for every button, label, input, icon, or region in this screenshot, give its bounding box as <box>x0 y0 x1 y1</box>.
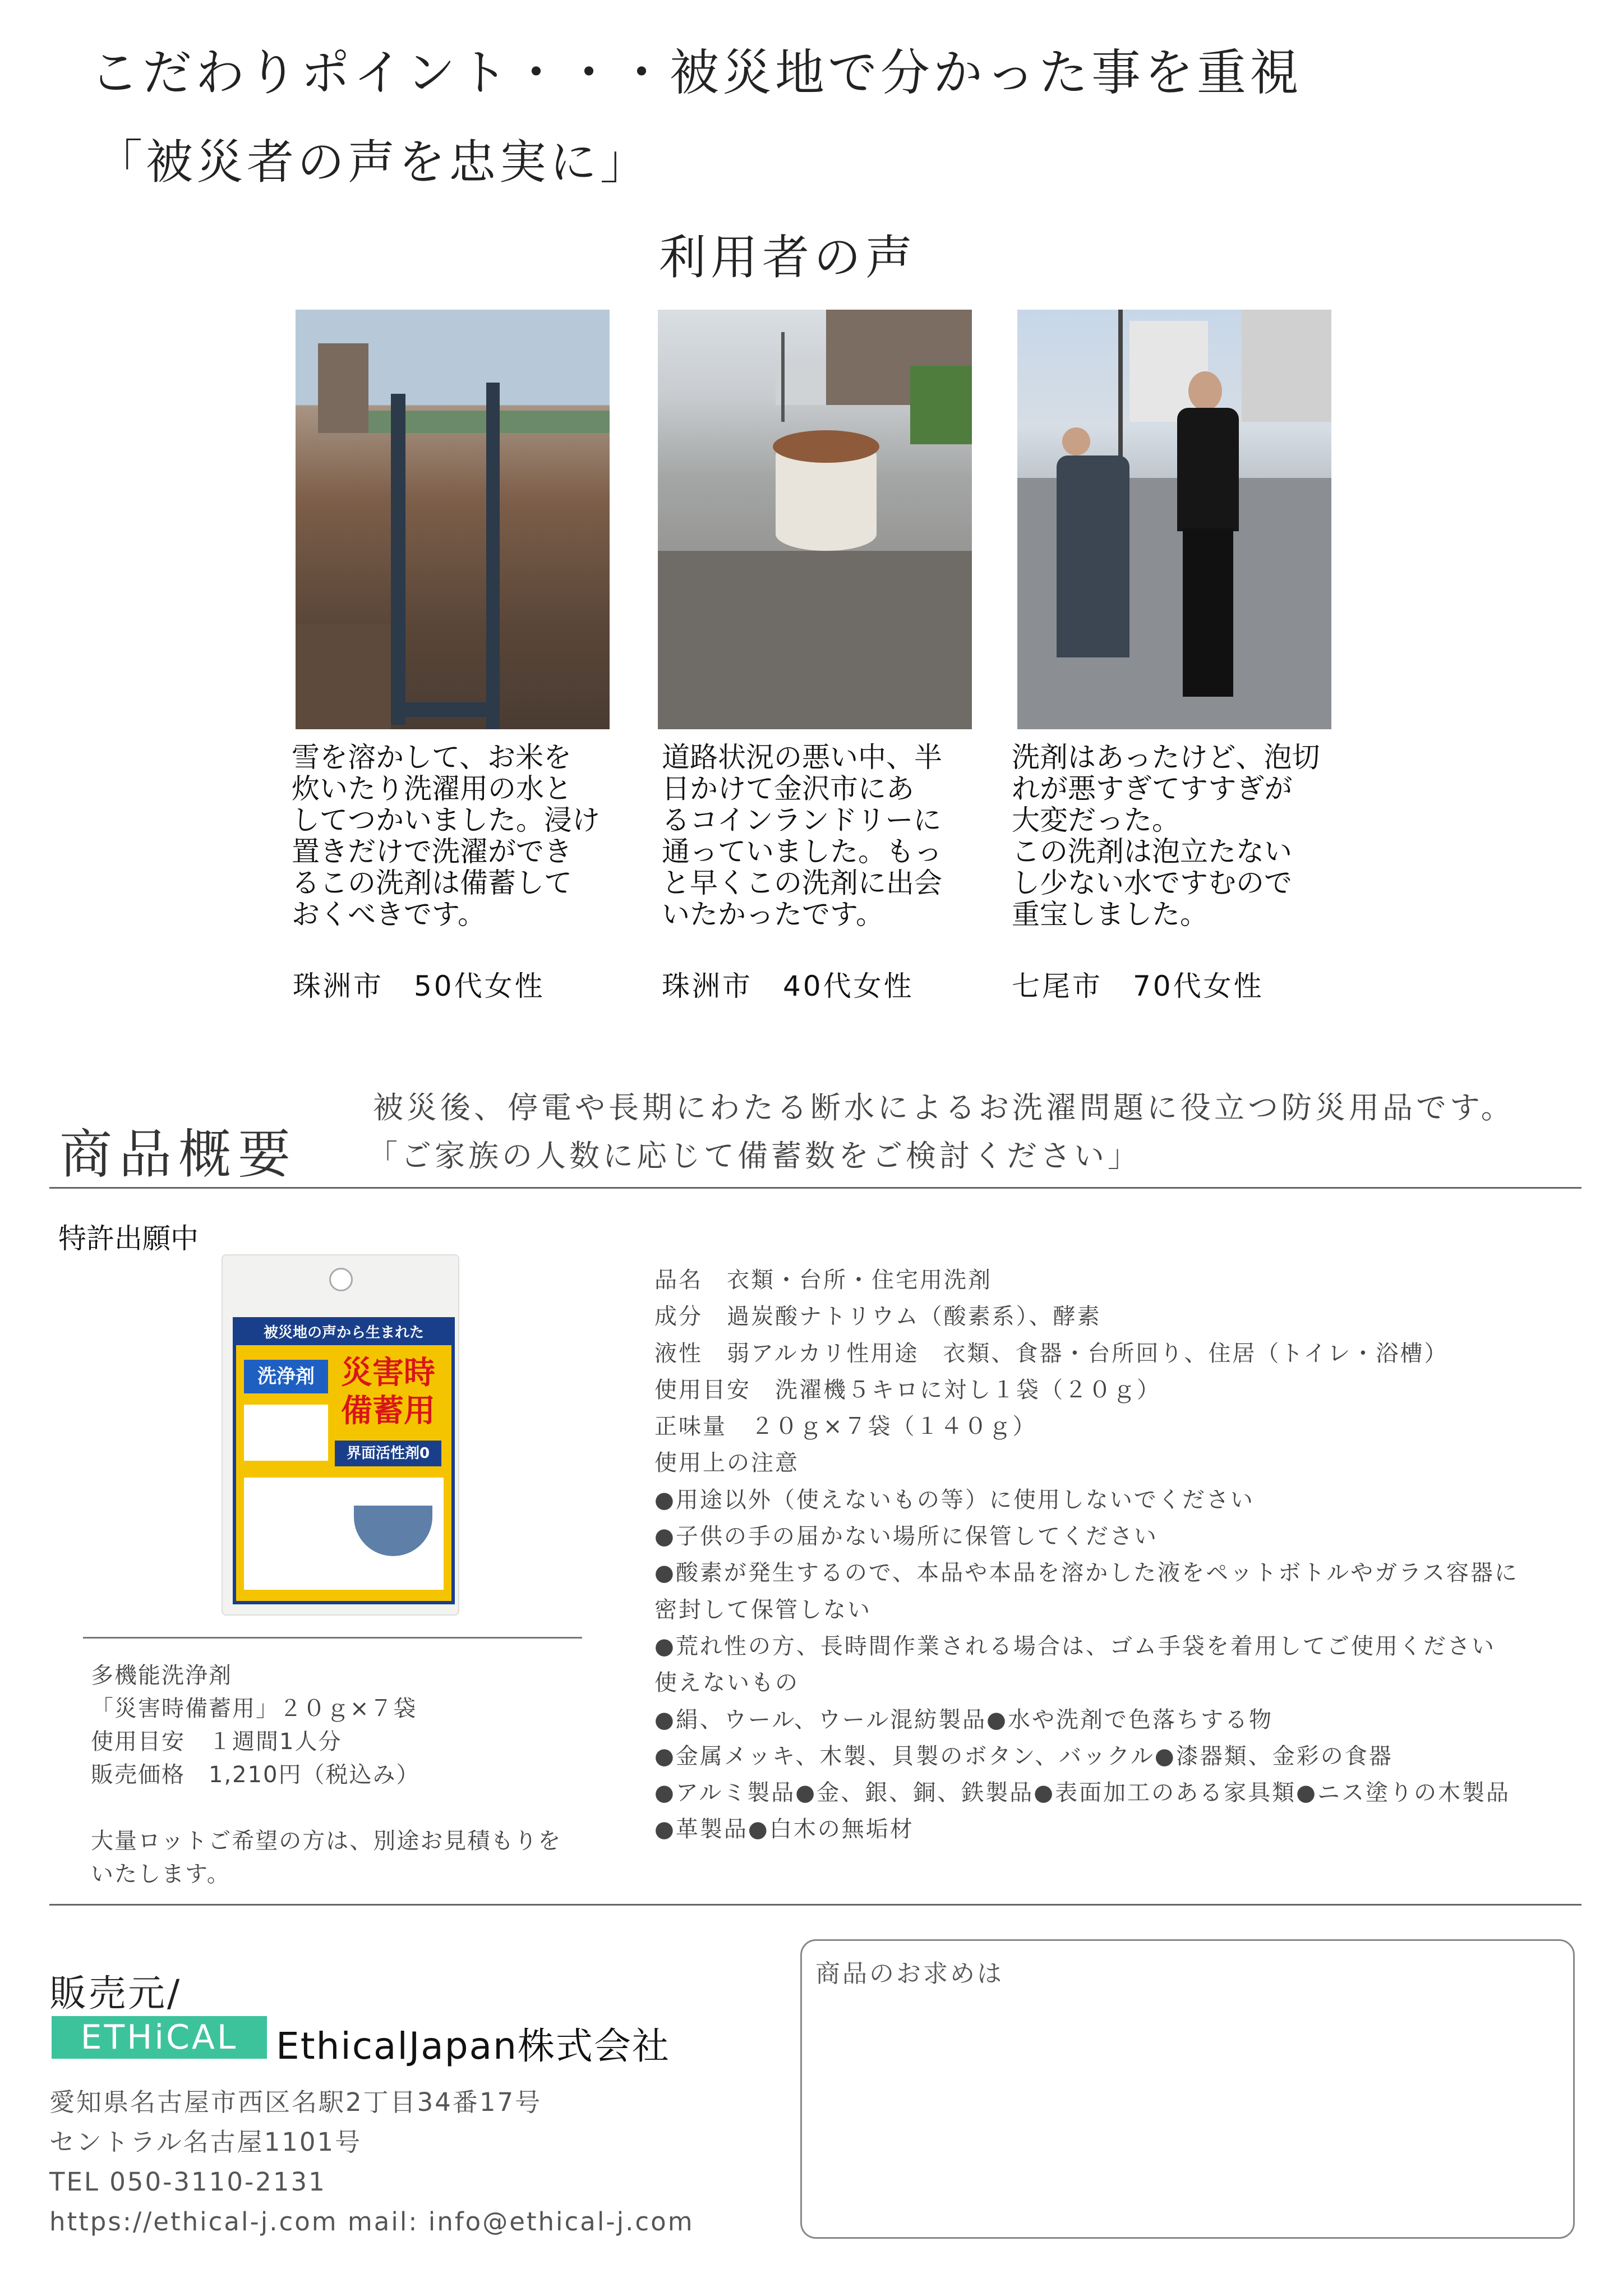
spec-line: 使えないもの <box>654 1670 799 1696</box>
spec-line: 使用上の注意 <box>654 1450 799 1476</box>
spec-line: 液性 弱アルカリ性用途 衣類、食器・台所回り、住居（トイレ・浴槽） <box>654 1340 1449 1366</box>
hang-hole <box>329 1268 353 1291</box>
voice-quote-3: 洗剤はあったけど、泡切 れが悪すぎてすすぎが 大変だった。 この洗剤は泡立たない し少ない水ですむので 重宝しました。 <box>1012 741 1320 931</box>
spec-line: ●酸素が発生するので、本品や本品を溶かした液をペットボトルやガラス容器に <box>654 1560 1519 1586</box>
product-info <box>91 1659 561 1891</box>
company-logo: ETHiCAL <box>52 2016 267 2059</box>
seller-label: 販売元/ <box>49 1972 182 2015</box>
overview-title: 商品概要 <box>59 1124 298 1185</box>
divider-top <box>49 1187 1581 1189</box>
order-contact-label: 商品のお求めは <box>815 1959 1004 1988</box>
spec-line: 正味量 ２０ｇ×７袋（１４０ｇ） <box>654 1414 1037 1440</box>
photo-manhole <box>658 310 972 729</box>
web-and-email[interactable]: https://ethical-j.com mail: info@ethical-j.com <box>49 2207 694 2237</box>
package-banner: 被災地の声から生まれた <box>236 1320 451 1345</box>
product-specs <box>654 1262 1519 1848</box>
spec-line: 品名 衣類・台所・住宅用洗剤 <box>654 1267 992 1293</box>
patent-pending-label: 特許出願中 <box>58 1222 199 1255</box>
package-sub: 災害時 備蓄用 <box>341 1355 435 1429</box>
package-name: 洗浄剤 <box>244 1360 328 1393</box>
spec-line: 成分 過炭酸ナトリウム（酸素系）、酵素 <box>654 1304 1101 1330</box>
voice-author-1: 珠洲市 50代女性 <box>293 970 545 1002</box>
spec-line: ●金属メッキ、木製、貝製のボタン、バックル●漆器類、金彩の食器 <box>654 1743 1393 1769</box>
product-info-line <box>91 1792 561 1825</box>
product-info-line: 「災害時備蓄用」２０ｇ×７袋 <box>91 1696 417 1722</box>
spec-line: 密封して保管しない <box>654 1596 872 1623</box>
voices-title: 利用者の声 <box>659 230 917 285</box>
spec-line: ●用途以外（使えないもの等）に使用しないでください <box>654 1487 1255 1513</box>
spec-line: ●アルミ製品●金、銀、銅、鉄製品●表面加工のある家具類●ニス塗りの木製品 <box>654 1780 1511 1806</box>
spec-line: ●子供の手の届かない場所に保管してください <box>654 1524 1158 1550</box>
spec-line: ●荒れ性の方、長時間作業される場合は、ゴム手袋を着用してご使用ください <box>654 1633 1496 1659</box>
phone-number: TEL 050-3110-2131 <box>49 2167 326 2197</box>
spec-line: ●革製品●白木の無垢材 <box>654 1816 914 1843</box>
product-info-divider <box>83 1637 582 1639</box>
product-package-image <box>222 1254 459 1616</box>
voice-quote-2: 道路状況の悪い中、半 日かけて金沢市にあ るコインランドリーに 通っていました。もっ と早くこの洗剤に出会 いたかったです。 <box>662 741 942 931</box>
spec-line: 使用目安 洗濯機５キロに対し１袋（２０ｇ） <box>654 1377 1161 1403</box>
company-name: EthicalJapan株式会社 <box>276 2024 670 2068</box>
voice-author-3: 七尾市 70代女性 <box>1012 970 1264 1002</box>
product-info-line: いたします。 <box>91 1861 230 1887</box>
spec-line: ●絹、ウール、ウール混紡製品●水や洗剤で色落ちする物 <box>654 1706 1274 1733</box>
overview-description: 被災後、停電や長期にわたる断水によるお洗濯問題に役立つ防災用品です。 <box>373 1090 1515 1125</box>
package-label <box>233 1317 455 1604</box>
order-contact-box <box>800 1939 1575 2239</box>
voice-quote-1: 雪を溶かして、お米を 炊いたり洗濯用の水と してつかいました。浸け 置きだけで洗濯ができ るこの洗剤は備蓄して おくべきです。 <box>292 741 600 931</box>
headline: こだわりポイント・・・被災地で分かった事を重視 <box>90 44 1303 102</box>
product-info-line: 大量ロットご希望の方は、別途お見積もりを <box>91 1828 562 1854</box>
product-info-line: 販売価格 1,210円（税込み） <box>91 1762 420 1788</box>
voice-author-2: 珠洲市 40代女性 <box>662 970 914 1002</box>
company-address <box>49 2082 694 2242</box>
overview-note: 「ご家族の人数に応じて備蓄数をご検討ください」 <box>367 1138 1141 1174</box>
subheadline: 「被災者の声を忠実に」 <box>95 135 651 190</box>
photo-residents <box>1017 310 1331 729</box>
product-info-line: 使用目安 １週間1人分 <box>91 1729 342 1755</box>
address-line: 愛知県名古屋市西区名駅2丁目34番17号 <box>49 2087 542 2117</box>
divider-bottom <box>49 1904 1581 1906</box>
product-info-line: 多機能洗浄剤 <box>91 1663 232 1688</box>
photo-destroyed-house <box>296 310 610 729</box>
package-list-panel <box>244 1405 328 1461</box>
address-line: セントラル名古屋1101号 <box>49 2127 362 2157</box>
package-tag: 界面活性剤0 <box>335 1441 441 1466</box>
